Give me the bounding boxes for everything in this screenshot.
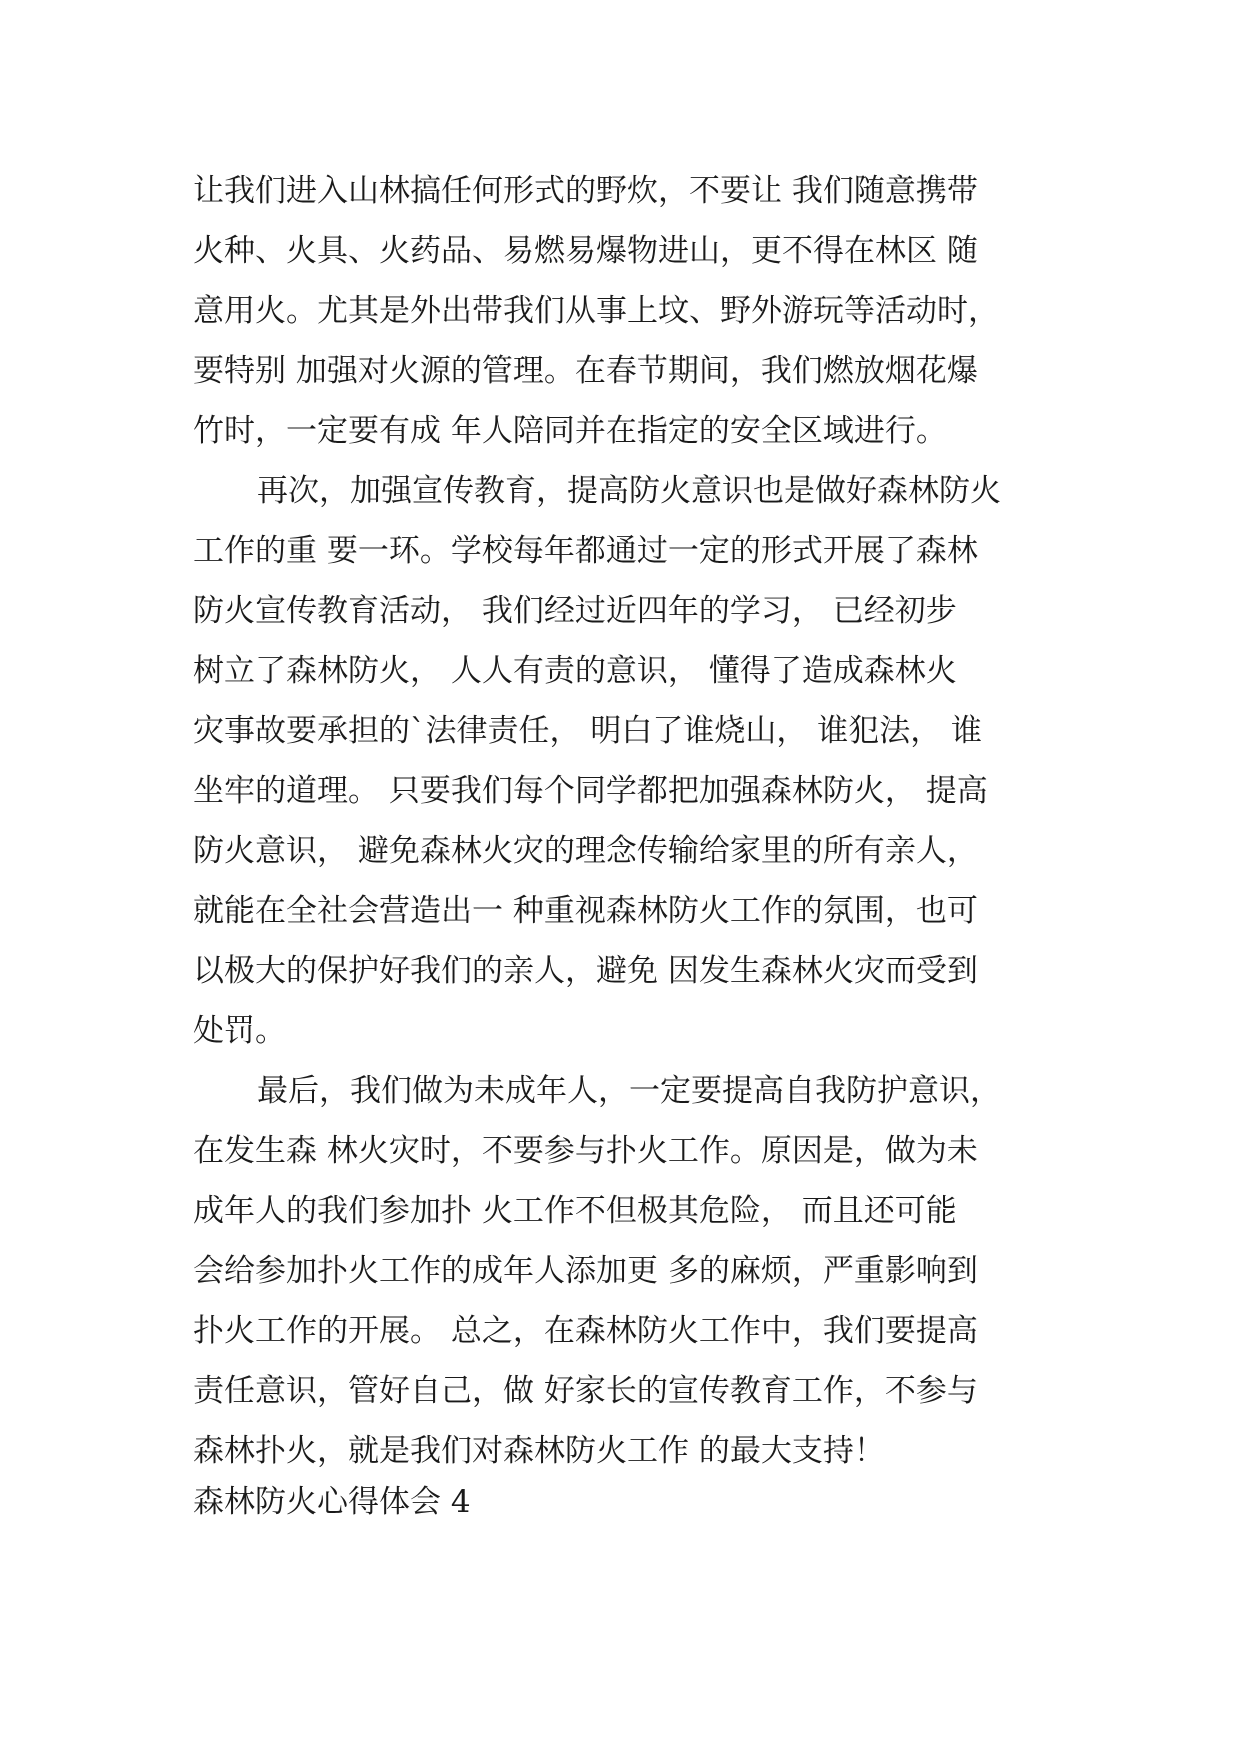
text-line: 以极大的保护好我们的亲人，避免 因发生森林火灾而受到 — [193, 953, 978, 989]
text-line: 成年人的我们参加扑 火工作不但极其危险， 而且还可能 — [193, 1193, 957, 1229]
text-line: 竹时，一定要有成 年人陪同并在指定的安全区域进行。 — [193, 413, 947, 449]
text-line: 处罚。 — [193, 1013, 286, 1049]
text-line: 责任意识，管好自己，做 好家长的宣传教育工作，不参与 — [193, 1373, 978, 1409]
text-line: 坐牢的道理。 只要我们每个同学都把加强森林防火， 提高 — [193, 773, 988, 809]
text-line: 让我们进入山林搞任何形式的野炊，不要让 我们随意携带 — [193, 173, 978, 209]
text-line: 会给参加扑火工作的成年人添加更 多的麻烦，严重影响到 — [193, 1253, 978, 1289]
body-text — [193, 161, 1073, 1481]
text-line: 最后，我们做为未成年人，一定要提高自我防护意识， — [257, 1073, 1001, 1109]
section-heading: 森林防火心得体会 4 — [193, 1484, 471, 1520]
text-line: 火种、火具、火药品、易燃易爆物进山，更不得在林区 随 — [193, 233, 978, 269]
text-line: 再次，加强宣传教育，提高防火意识也是做好森林防火 — [257, 473, 1001, 509]
text-line: 就能在全社会营造出一 种重视森林防火工作的氛围，也可 — [193, 893, 978, 929]
text-line: 防火意识， 避免森林火灾的理念传输给家里的所有亲人， — [193, 833, 978, 869]
text-line: 扑火工作的开展。 总之，在森林防火工作中，我们要提高 — [193, 1313, 978, 1349]
text-line: 防火宣传教育活动， 我们经过近四年的学习， 已经初步 — [193, 593, 957, 629]
text-line: 工作的重 要一环。学校每年都通过一定的形式开展了森林 — [193, 533, 978, 569]
text-line: 意用火。尤其是外出带我们从事上坟、野外游玩等活动时， — [193, 293, 999, 329]
text-line: 灾事故要承担的`法律责任， 明白了谁烧山， 谁犯法， 谁 — [193, 713, 983, 749]
text-line: 森林扑火，就是我们对森林防火工作 的最大支持！ — [193, 1433, 885, 1469]
text-line: 要特别 加强对火源的管理。在春节期间，我们燃放烟花爆 — [193, 353, 978, 389]
text-line: 树立了森林防火， 人人有责的意识， 懂得了造成森林火 — [193, 653, 957, 689]
text-line: 在发生森 林火灾时，不要参与扑火工作。原因是，做为未 — [193, 1133, 978, 1169]
